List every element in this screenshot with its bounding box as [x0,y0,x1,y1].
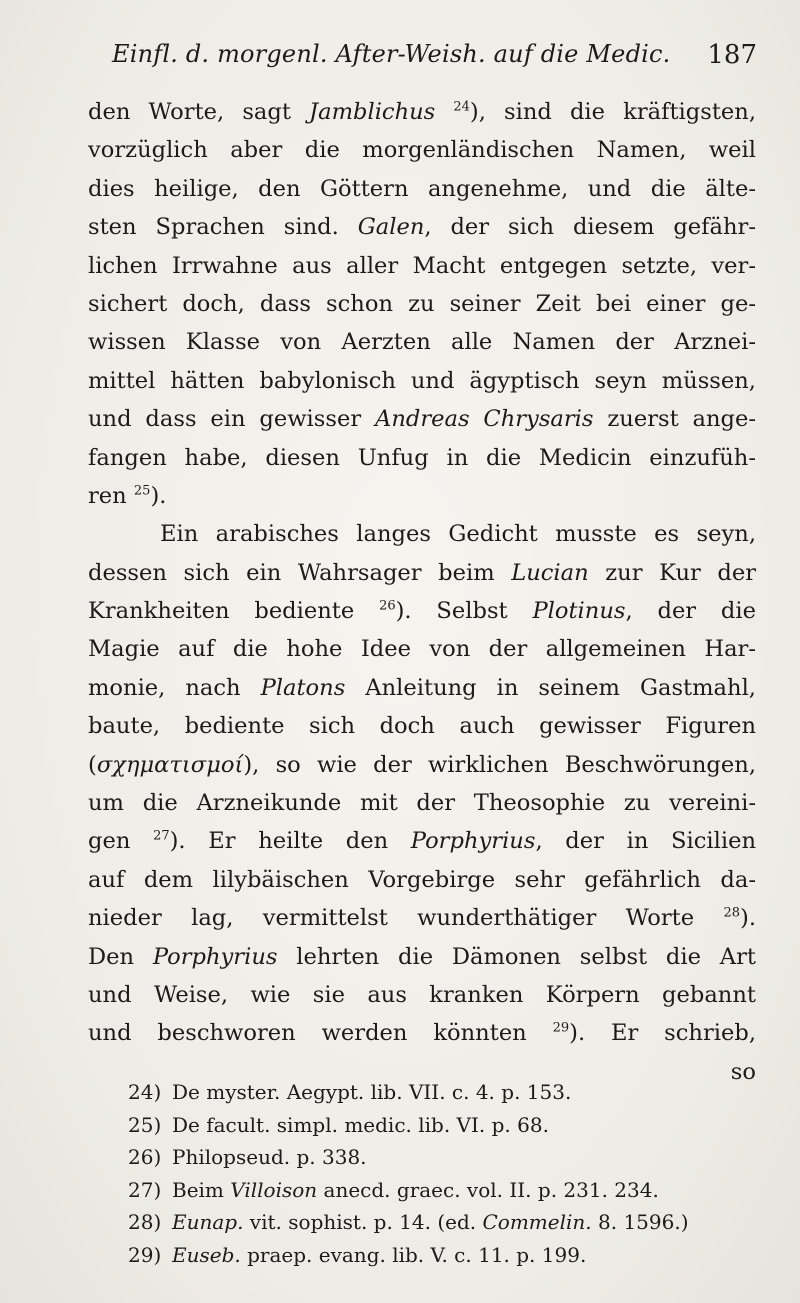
footnote-text: Eunap. vit. sophist. p. 14. (ed. Commelin. 8. 1596.) [172,1210,689,1235]
text-line: baute, bediente sich doch auch gewisser Figuren [88,713,756,740]
text-line: ren $^{25}$). [88,482,167,509]
footnote-text: Beim Villoison anecd. graec. vol. II. p. 231. 234. [172,1177,659,1202]
footnote-number: 27) [128,1177,162,1202]
text-line: dessen sich ein Wahrsager beim Lucian zur Kur der [88,559,757,586]
footnote-number: 24) [128,1080,162,1104]
text-line: sichert doch, dass schon zu seiner Zeit bei einer ge- [88,290,756,317]
text-line: nieder lag, vermittelst wunderthätiger Worte $^{28}$). [88,905,756,932]
text-line: fangen habe, diesen Unfug in die Medicin einzufüh- [88,444,756,471]
body-text [88,93,756,1091]
footnote [128,1239,748,1272]
footnote-text: De facult. simpl. medic. lib. VI. p. 68. [172,1112,549,1137]
text-line: und beschworen werden könnten $^{29}$). Er schrieb, [88,1020,757,1047]
text-line: wissen Klasse von Aerzten alle Namen der Arznei- [88,329,756,356]
text-line: und dass ein gewisser Andreas Chrysaris zuerst ange- [88,406,757,433]
footnote-text: Euseb. praep. evang. lib. V. c. 11. p. 199. [172,1242,587,1267]
text-line: sten Sprachen sind. Galen, der sich diesem gefähr- [88,214,756,241]
footnote-number: 29) [128,1242,162,1267]
text-line: Krankheiten bediente $^{26}$). Selbst Plotinus, der die [88,598,756,625]
footnote-number: 26) [128,1145,162,1170]
footnote [128,1109,748,1142]
text-line: mittel hätten babylonisch und ägyptisch seyn müssen, [88,367,756,394]
footnote [128,1174,748,1207]
text-line: um die Arzneikunde mit der Theosophie zu vereini- [88,790,756,817]
text-line: Magie auf die hohe Idee von der allgemeinen Har- [88,636,756,663]
text-line: und Weise, wie sie aus kranken Körpern gebannt [88,981,756,1008]
text-line: dies heilige, den Göttern angenehme, und die älte- [88,175,756,202]
text-line: monie, nach Platons Anleitung in seinem Gastmahl, [88,674,756,701]
text-line: lichen Irrwahne aus aller Macht entgegen setzte, ver- [88,252,756,279]
footnote [128,1206,748,1239]
footnote-number: 28) [128,1210,162,1235]
text-line: Den Porphyrius lehrten die Dämonen selbst die Art [88,943,756,970]
text-line: vorzüglich aber die morgenländischen Namen, weil [88,137,756,164]
text-line: auf dem lilybäischen Vorgebirge sehr gefährlich da- [88,866,756,893]
text-line: gen $^{27}$). Er heilte den Porphyrius, der in Sicilien [88,828,756,855]
text-line: Ein arabisches langes Gedicht musste es seyn, [160,521,756,548]
footnote-number: 25) [128,1112,162,1137]
footnote [128,1076,748,1109]
footnote-text: De myster. Aegypt. lib. VII. c. 4. p. 153. [172,1080,572,1104]
text-line: (σχηματισμοί), so wie der wirklichen Beschwörungen, [88,751,756,778]
footnote [128,1141,748,1174]
footnote-text: Philopseud. p. 338. [172,1145,367,1170]
running-head: Einfl. d. morgenl. After-Weish. auf die Medic. [112,40,671,68]
footnotes [128,1076,748,1272]
page-number: 187 [707,40,757,70]
page-header [112,40,757,84]
text-line: so [730,1058,756,1085]
text-line: den Worte, sagt Jamblichus $^{24}$), sind die kräftigsten, [88,99,757,125]
